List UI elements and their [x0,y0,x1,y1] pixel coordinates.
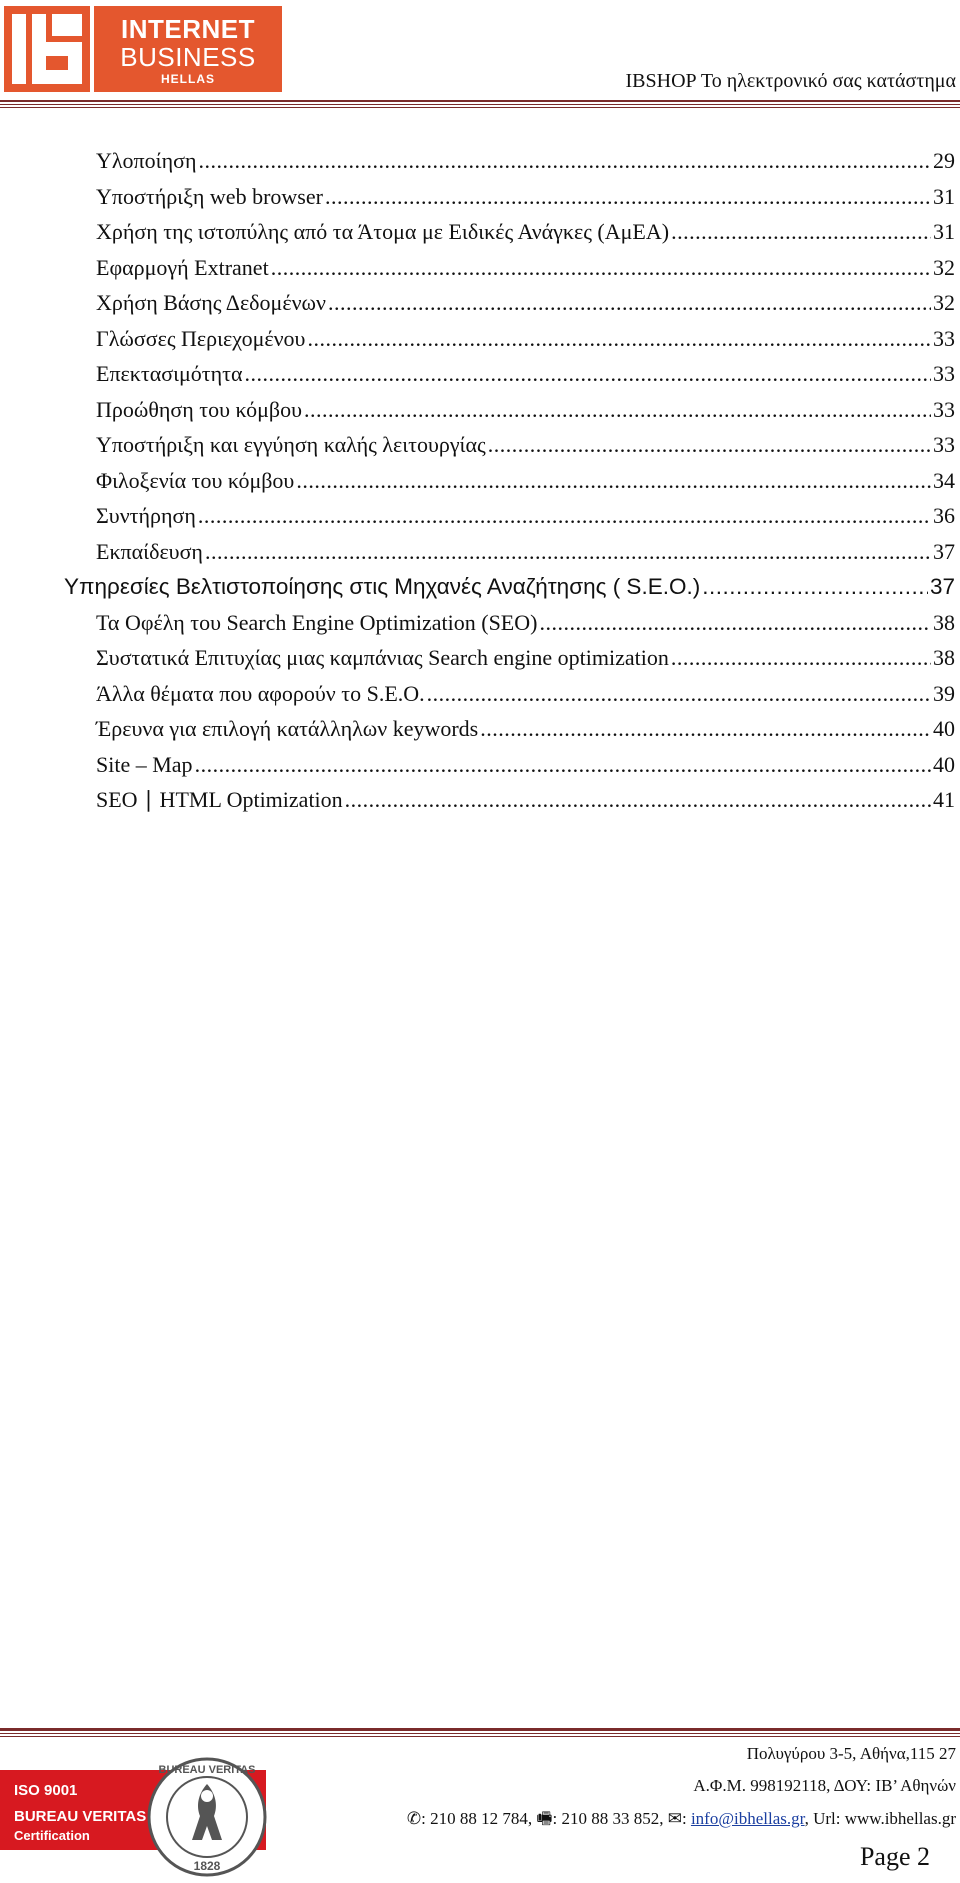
toc-page-number: 29 [933,148,955,173]
toc-page-number: 33 [933,397,955,422]
toc-entry[interactable] [96,645,955,675]
toc-entry-title: Άλλα θέματα που αφορούν το S.E.O. [96,681,425,706]
toc-dot-leader [304,397,931,423]
toc-dot-leader [307,326,931,352]
toc-page-number: 31 [933,219,955,244]
footer-email-prefix: : [681,1809,691,1828]
toc-page-number: 40 [933,716,955,741]
toc-dot-leader [245,361,931,387]
toc-page-number: 33 [933,326,955,351]
toc-entry[interactable] [96,290,955,320]
toc-entry-title: Υπηρεσίες Βελτιστοποίησης στις Μηχανές Αναζήτησης ( S.E.O.) [64,574,701,599]
fax-icon: 🖷 [536,1809,553,1828]
toc-page-number: 40 [933,752,955,777]
toc-entry-title: Συντήρηση [96,503,196,528]
toc-page-number: 33 [933,361,955,386]
footer-contact [407,1806,956,1835]
footer-address: Πολυγύρου 3-5, Αθήνα,115 27 [746,1744,956,1763]
toc-entry-title: Έρευνα για επιλογή κατάλληλων keywords [96,716,479,741]
toc-dot-leader [427,681,931,707]
bureau-veritas-seal-icon [146,1754,268,1880]
toc-entry-title: Υλοποίηση [96,148,197,173]
toc-dot-leader [539,610,931,636]
toc-entry[interactable] [96,787,955,817]
toc-entry-title: Προώθηση του κόμβου [96,397,302,422]
toc-page-number: 33 [933,432,955,457]
toc-page-number: 41 [933,787,955,812]
document-header-title: IBSHOP Το ηλεκτρονικό σας κατάστημα [625,70,956,92]
toc-page-number: 34 [933,468,955,493]
toc-entry[interactable] [64,574,955,604]
header-divider-thin [0,107,960,108]
toc-page-number: 37 [929,574,955,599]
toc-entry[interactable] [96,539,955,569]
seal-top-text: BUREAU VERITAS [158,1764,256,1776]
toc-dot-leader [345,787,931,813]
toc-dot-leader [325,184,931,210]
toc-dot-leader [671,645,931,671]
toc-entry[interactable] [96,432,955,462]
footer-divider-thin [0,1736,960,1737]
toc-dot-leader [198,503,931,529]
toc-entry-title: Site – Map [96,752,193,777]
toc-entry[interactable] [96,255,955,285]
toc-dot-leader [198,148,931,174]
logo-line-business: BUSINESS [120,42,256,72]
header-divider-thin [0,104,960,105]
logo-wordmark [94,6,282,92]
toc-dot-leader [671,219,931,245]
email-icon: ✉ [667,1809,682,1828]
toc-entry[interactable] [96,397,955,427]
toc-page-number: 38 [933,645,955,670]
iso-certifier: BUREAU VERITAS [14,1808,147,1825]
toc-entry[interactable] [96,681,955,711]
toc-entry[interactable] [96,752,955,782]
iso-certification-label: Certification [14,1828,90,1843]
page-number: Page 2 [859,1842,930,1871]
toc-entry-title: Εφαρμογή Extranet [96,255,269,280]
toc-page-number: 39 [933,681,955,706]
toc-entry-title: Χρήση της ιστοπύλης από τα Άτομα με Ειδικές Ανάγκες (ΑμΕΑ) [96,219,670,244]
toc-dot-leader [195,752,931,778]
toc-page-number: 37 [933,539,955,564]
logo-line-internet: INTERNET [121,14,255,44]
toc-dot-leader [328,290,931,316]
toc-dot-leader [271,255,931,281]
toc-entry-title: Τα Οφέλη του Search Engine Optimization (SEO) [96,610,538,635]
seal-year: 1828 [193,1859,221,1873]
toc-entry[interactable] [96,219,955,249]
toc-dot-leader [205,539,931,565]
toc-entry-title: Υποστήριξη web browser [96,184,323,209]
toc-dot-leader [488,432,931,458]
toc-entry[interactable] [96,326,955,356]
footer-url: , Url: www.ibhellas.gr [804,1809,956,1828]
toc-entry-title: Εκπαίδευση [96,539,203,564]
toc-page-number: 31 [933,184,955,209]
toc-dot-leader [296,468,931,494]
toc-dot-leader [702,574,928,600]
footer-divider [0,1728,960,1731]
toc-dot-leader [480,716,931,742]
toc-entry-title: Υποστήριξη και εγγύηση καλής λειτουργίας [96,432,486,457]
toc-entry[interactable] [96,184,955,214]
toc-entry-title: Φιλοξενία του κόμβου [96,468,295,493]
footer-email-link[interactable]: info@ibhellas.gr [690,1809,805,1828]
toc-page-number: 32 [933,290,955,315]
ib-logo-mark-icon [4,6,90,92]
toc-page-number: 36 [933,503,955,528]
footer-tax-info: Α.Φ.Μ. 998192118, ΔΟΥ: ΙΒ’ Αθηνών [693,1776,956,1795]
toc-entry-title: Γλώσσες Περιεχομένου [96,326,306,351]
toc-entry-title: SEO ∣ HTML Optimization [96,787,343,812]
toc-entry[interactable] [96,503,955,533]
footer-divider-thin [0,1733,960,1734]
toc-entry[interactable] [96,468,955,498]
logo-line-hellas: HELLAS [161,72,215,86]
toc-entry-title: Επεκτασιμότητα [96,361,243,386]
iso-standard: ISO 9001 [14,1782,78,1799]
toc-page-number: 32 [933,255,955,280]
footer-phone: : 210 88 12 784, [421,1809,537,1828]
toc-entry[interactable] [96,361,955,391]
header-divider [0,100,960,102]
toc-entry[interactable] [96,716,955,746]
toc-entry-title: Συστατικά Επιτυχίας μιας καμπάνιας Search engine optimization [96,645,669,670]
toc-entry[interactable] [96,610,955,640]
phone-icon: ✆ [406,1809,422,1828]
toc-page-number: 38 [933,610,955,635]
footer-fax: : 210 88 33 852, [552,1809,668,1828]
toc-entry-title: Χρήση Βάσης Δεδομένων [96,290,326,315]
company-logo [0,0,284,96]
toc-entry[interactable] [96,148,955,178]
